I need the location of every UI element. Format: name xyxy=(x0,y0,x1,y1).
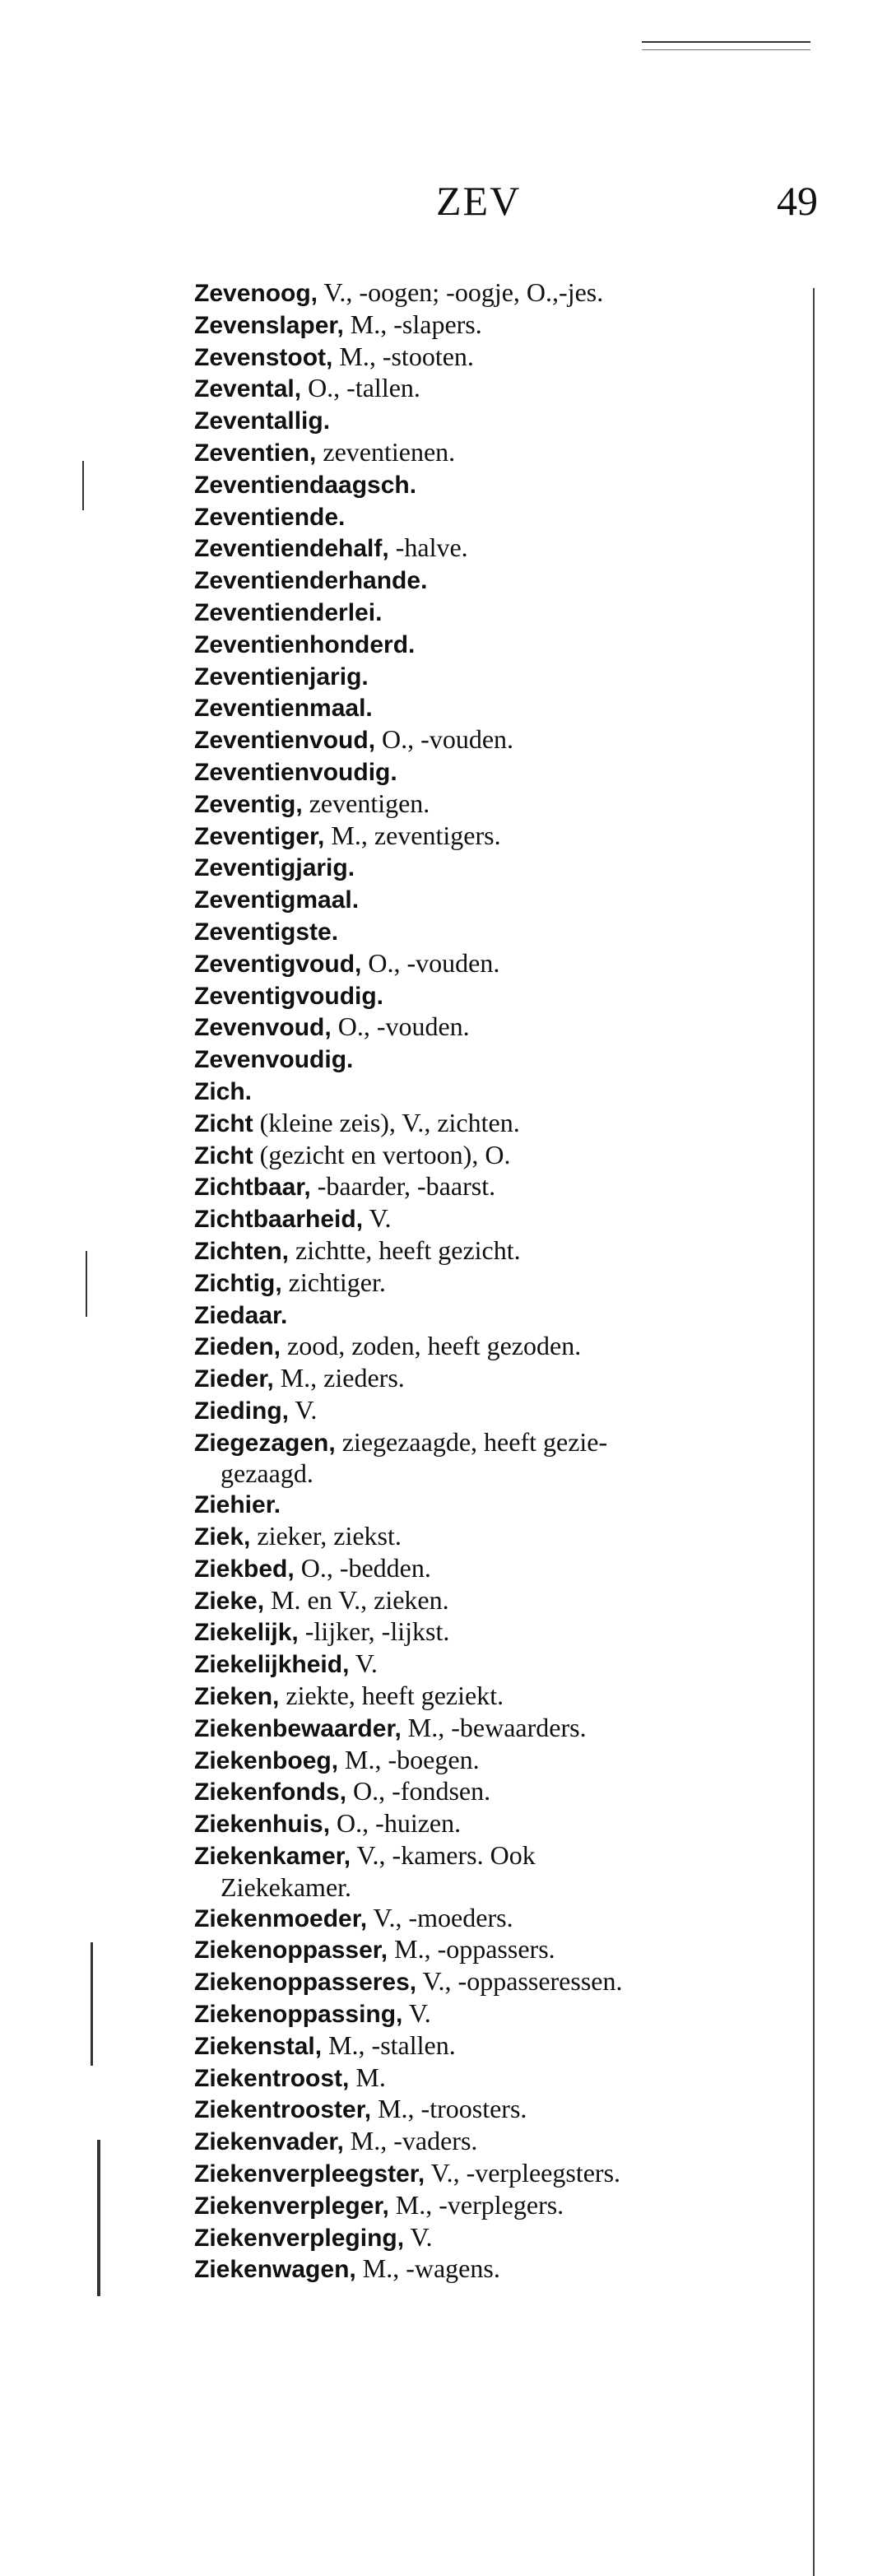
dictionary-entry xyxy=(194,1934,803,1966)
entry-definition: M., -troosters. xyxy=(371,2094,527,2124)
dictionary-entry xyxy=(194,1585,803,1617)
entry-headword: Ziekbed, xyxy=(194,1555,295,1583)
dictionary-entry xyxy=(194,597,803,629)
dictionary-entry xyxy=(194,2222,803,2254)
dictionary-entry xyxy=(194,2253,803,2285)
entry-headword: Zichtbaar, xyxy=(194,1174,311,1202)
dictionary-entry xyxy=(194,342,803,374)
entry-continuation: Ziekekamer. xyxy=(221,1872,352,1902)
entry-headword: Ziekenhuis, xyxy=(194,1811,331,1839)
entry-headword: Ziek, xyxy=(194,1523,251,1551)
dictionary-entry xyxy=(194,1681,803,1713)
entry-definition: M. xyxy=(349,2062,386,2092)
entry-headword: Zicht xyxy=(194,1109,253,1137)
dictionary-entry xyxy=(194,2030,803,2062)
entry-headword: Zeventienjarig. xyxy=(194,663,369,690)
column-rule xyxy=(813,288,815,2576)
entry-definition: (gezicht en vertoon), O. xyxy=(253,1139,511,1169)
dictionary-entry xyxy=(194,884,803,916)
dictionary-entry xyxy=(194,1076,803,1108)
dictionary-entry xyxy=(194,309,803,342)
dictionary-entry xyxy=(194,1616,803,1648)
entry-definition: M., zieders. xyxy=(273,1363,405,1393)
entry-definition: zeventigen. xyxy=(302,788,430,818)
dictionary-entry xyxy=(194,629,803,661)
entry-headword: Zeventigste. xyxy=(194,918,339,946)
entry-definition: zood, zoden, heeft gezoden. xyxy=(281,1331,582,1361)
dictionary-entry xyxy=(194,1808,803,1840)
entry-definition: V. xyxy=(289,1394,318,1425)
entry-headword: Ziekelijk, xyxy=(194,1619,299,1647)
dictionary-entry xyxy=(194,1300,803,1332)
dictionary-entry xyxy=(194,469,803,501)
dictionary-entry xyxy=(194,1235,803,1267)
dictionary-entry xyxy=(194,1108,803,1140)
entry-headword: Zieder, xyxy=(194,1365,274,1393)
entry-definition: V., -kamers. Ook xyxy=(351,1840,536,1871)
entry-headword: Zicht xyxy=(194,1142,253,1169)
entry-definition: M., -oppassers. xyxy=(388,1934,555,1965)
dictionary-entry xyxy=(194,852,803,884)
dictionary-entry xyxy=(194,916,803,948)
top-rule-thin xyxy=(642,49,810,50)
entry-headword: Zeventigjarig. xyxy=(194,854,355,882)
entry-definition: O., -vouden. xyxy=(331,1011,470,1042)
entry-definition: zichtte, heeft gezicht. xyxy=(289,1235,521,1265)
dictionary-entry xyxy=(194,1489,803,1521)
entry-headword: Ziekelijkheid, xyxy=(194,1651,350,1679)
entry-definition: (kleine zeis), V., zichten. xyxy=(253,1107,520,1137)
entry-headword: Ziekenkamer, xyxy=(194,1843,351,1871)
entry-definition: M. en V., zieken. xyxy=(264,1584,449,1615)
entry-headword: Zeventiger, xyxy=(194,822,325,850)
dictionary-entry xyxy=(194,1427,803,1459)
dictionary-entry xyxy=(194,437,803,469)
entry-headword: Ziekenverpleegster, xyxy=(194,2160,425,2188)
dictionary-entry xyxy=(194,2158,803,2190)
dictionary-entry xyxy=(194,724,803,756)
entry-headword: Zeventigmaal. xyxy=(194,886,360,914)
entry-definition: V. xyxy=(349,1648,378,1679)
entry-definition: V., -oogen; -oogje, O.,-jes. xyxy=(318,277,604,307)
running-header: ZEV xyxy=(436,178,522,224)
entry-definition: M., -vaders. xyxy=(343,2126,478,2156)
dictionary-entries xyxy=(194,277,803,2285)
entry-definition: O., -vouden. xyxy=(361,947,500,978)
entry-headword: Zevenvoud, xyxy=(194,1014,332,1042)
entry-headword: Ziekentrooster, xyxy=(194,2096,372,2124)
entry-headword: Zeventienderlei. xyxy=(194,598,383,626)
dictionary-entry xyxy=(194,2094,803,2126)
dictionary-entry xyxy=(194,821,803,853)
entry-headword: Zevenslaper, xyxy=(194,311,344,339)
entry-definition: M., -slapers. xyxy=(343,309,482,339)
entry-headword: Ziekenvader, xyxy=(194,2128,344,2156)
dictionary-entry xyxy=(194,1363,803,1395)
entry-headword: Zeventiendehalf, xyxy=(194,535,389,563)
entry-headword: Zeventiende. xyxy=(194,503,346,531)
entry-headword: Ziekenwagen, xyxy=(194,2256,356,2284)
entry-definition: V., -oppasseressen. xyxy=(416,1966,623,1997)
dictionary-entry xyxy=(194,1903,803,1935)
entry-headword: Zevenvoudig. xyxy=(194,1046,354,1074)
dictionary-entry xyxy=(194,948,803,980)
entry-definition: O., -vouden. xyxy=(375,724,514,755)
entry-headword: Zieken, xyxy=(194,1683,280,1711)
entry-headword: Zeventigvoud, xyxy=(194,950,362,978)
entry-headword: Zieding, xyxy=(194,1397,289,1425)
entry-headword: Zieden, xyxy=(194,1333,281,1361)
entry-headword: Ziekenfonds, xyxy=(194,1779,347,1806)
entry-definition: O., -fondsen. xyxy=(346,1776,491,1806)
entry-continuation: gezaagd. xyxy=(221,1458,313,1489)
dictionary-entry xyxy=(194,980,803,1012)
entry-definition: M., -verplegers. xyxy=(388,2189,564,2220)
entry-headword: Zeventiendaagsch. xyxy=(194,471,417,499)
entry-definition: V. xyxy=(363,1203,392,1234)
entry-definition: M., -bewaarders. xyxy=(401,1712,587,1742)
entry-definition: M., -wagens. xyxy=(355,2253,500,2284)
entry-definition: M., zeventigers. xyxy=(324,820,501,850)
entry-headword: Ziekenverpleger, xyxy=(194,2192,389,2220)
entry-headword: Ziekenoppassing, xyxy=(194,2001,403,2029)
entry-definition: zieker, ziekst. xyxy=(250,1521,402,1551)
dictionary-entry xyxy=(194,1648,803,1681)
dictionary-entry xyxy=(194,1140,803,1172)
entry-headword: Zeventigvoudig. xyxy=(194,982,384,1010)
entry-headword: Zichten, xyxy=(194,1237,290,1265)
margin-mark xyxy=(97,2140,100,2296)
dictionary-entry xyxy=(194,1998,803,2030)
dictionary-entry xyxy=(194,1331,803,1363)
entry-headword: Zeventig, xyxy=(194,790,303,818)
entry-headword: Zichtbaarheid, xyxy=(194,1206,364,1234)
dictionary-entry xyxy=(194,277,803,309)
entry-headword: Zeventienhonderd. xyxy=(194,630,416,658)
entry-definition: O., -tallen. xyxy=(301,373,420,403)
entry-headword: Ziekenboeg, xyxy=(194,1746,339,1774)
dictionary-entry xyxy=(194,565,803,597)
dictionary-entry xyxy=(194,405,803,437)
entry-headword: Ziekenbewaarder, xyxy=(194,1714,402,1742)
dictionary-entry xyxy=(194,1553,803,1585)
dictionary-entry xyxy=(194,1776,803,1808)
entry-headword: Zeventien, xyxy=(194,439,317,467)
entry-definition: -lijker, -lijkst. xyxy=(298,1616,450,1647)
entry-definition: ziegezaagde, heeft gezie- xyxy=(335,1426,608,1457)
entry-headword: Zevental, xyxy=(194,375,302,403)
entry-definition: V., -moeders. xyxy=(367,1902,513,1932)
dictionary-entry xyxy=(194,1267,803,1300)
entry-headword: Zevenstoot, xyxy=(194,343,333,371)
dictionary-entry xyxy=(194,532,803,565)
dictionary-entry xyxy=(194,1395,803,1427)
entry-headword: Zich. xyxy=(194,1077,253,1105)
entry-headword: Ziegezagen, xyxy=(194,1429,336,1457)
entry-headword: Ziedaar. xyxy=(194,1301,288,1329)
entry-headword: Zieke, xyxy=(194,1587,265,1615)
entry-definition: V. xyxy=(404,2221,433,2252)
entry-headword: Zevenoog, xyxy=(194,280,318,307)
dictionary-entry xyxy=(194,1745,803,1777)
page-number: 49 xyxy=(777,178,818,224)
entry-definition: M., -stooten. xyxy=(332,341,474,371)
entry-headword: Zeventienmaal. xyxy=(194,695,373,723)
entry-definition: ziekte, heeft geziekt. xyxy=(279,1681,504,1711)
dictionary-entry xyxy=(194,2126,803,2158)
entry-definition: V., -verpleegsters. xyxy=(425,2158,621,2188)
dictionary-entry xyxy=(194,756,803,788)
entry-definition: -halve. xyxy=(388,532,468,563)
entry-headword: Ziekenmoeder, xyxy=(194,1904,368,1932)
margin-mark xyxy=(86,1251,87,1317)
top-rule xyxy=(642,41,810,43)
dictionary-entry xyxy=(194,788,803,821)
entry-definition: V. xyxy=(402,1998,431,2029)
entry-headword: Zeventienvoud, xyxy=(194,727,376,755)
entry-headword: Ziekenoppasser, xyxy=(194,1937,388,1965)
entry-definition: -baarder, -baarst. xyxy=(310,1171,496,1202)
dictionary-entry xyxy=(194,1011,803,1044)
dictionary-entry xyxy=(194,1044,803,1076)
entry-headword: Zichtig, xyxy=(194,1269,282,1297)
entry-headword: Ziekentroost, xyxy=(194,2064,350,2092)
dictionary-entry xyxy=(194,373,803,405)
dictionary-entry xyxy=(194,1521,803,1553)
entry-headword: Ziehier. xyxy=(194,1491,281,1519)
dictionary-entry xyxy=(194,1203,803,1235)
margin-mark xyxy=(91,1942,93,2066)
dictionary-entry xyxy=(194,661,803,693)
entry-headword: Ziekenstal, xyxy=(194,2032,323,2060)
dictionary-entry xyxy=(194,2190,803,2222)
dictionary-entry xyxy=(194,1840,803,1872)
entry-headword: Zeventienvoudig. xyxy=(194,758,397,786)
dictionary-entry xyxy=(194,1171,803,1203)
entry-definition: M., -boegen. xyxy=(338,1744,480,1774)
entry-definition: zeventienen. xyxy=(316,436,456,467)
dictionary-entry xyxy=(194,2062,803,2095)
dictionary-entry xyxy=(194,1713,803,1745)
dictionary-entry xyxy=(194,501,803,533)
entry-definition: O., -huizen. xyxy=(330,1808,462,1839)
entry-definition: M., -stallen. xyxy=(322,2030,456,2060)
entry-headword: Ziekenoppasseres, xyxy=(194,1969,417,1997)
entry-headword: Zeventallig. xyxy=(194,407,331,435)
margin-mark xyxy=(82,461,84,510)
entry-definition: zichtiger. xyxy=(281,1267,386,1297)
dictionary-entry xyxy=(194,692,803,724)
entry-definition: O., -bedden. xyxy=(294,1552,431,1583)
dictionary-entry xyxy=(194,1966,803,1998)
entry-headword: Zeventienderhande. xyxy=(194,567,428,595)
entry-headword: Ziekenverpleging, xyxy=(194,2224,405,2252)
